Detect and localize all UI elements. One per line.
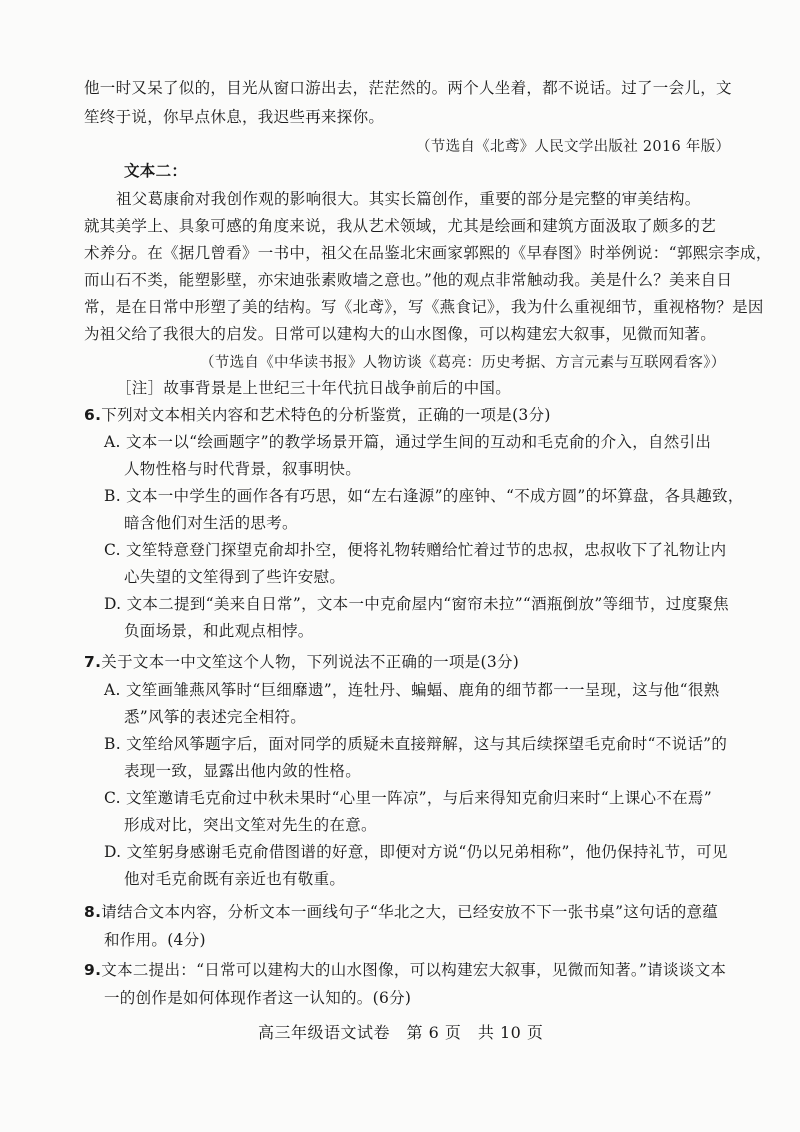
q6-option-d: D. 文本二提到“美来自日常”，文本一中克俞屋内“窗帘未拉”“酒瓶倒放”等细节，过度聚焦 [104, 595, 729, 613]
q7-option-b: B. 文笙给风筝题字后，面对同学的质疑未直接辩解，这与其后续探望毛克俞时“不说话”的 [104, 735, 728, 753]
question-6-stem [84, 404, 551, 426]
text2-source: （节选自《中华读书报》人物访谈《葛亮：历史考据、方言元素与互联网看客》） [200, 355, 726, 371]
q7-option-a: A. 文笙画雏燕风筝时“巨细靡遗”，连牡丹、蝙蝠、鹿角的细节都一一呈现，这与他“很熟 [104, 681, 720, 699]
q6-option-a-cont: 人物性格与时代背景，叙事明快。 [124, 460, 362, 478]
question-8-stem-cont: 和作用。(4分) [104, 931, 206, 949]
q7-option-d-cont: 他对毛克俞既有亲近也有敬重。 [124, 870, 346, 888]
text1-closing-line-1: 他一时又呆了似的，目光从窗口游出去，茫茫然的。两个人坐着，都不说话。过了一会儿，文 [84, 79, 732, 97]
q6-option-b: B. 文本一中学生的画作各有巧思，如“左右逢源”的座钟、“不成方圆”的坏算盘，各具趣致， [104, 487, 744, 505]
q6-option-a: A. 文本一以“绘画题字”的教学场景开篇，通过学生间的互动和毛克俞的介入，自然引出 [104, 433, 712, 451]
question-stem-text: 请结合文本内容，分析文本一画线句子“华北之大，已经安放不下一张书桌”这句话的意蕴 [101, 903, 719, 921]
question-number: 9. [84, 961, 102, 979]
q7-option-d: D. 文笙躬身感谢毛克俞借图谱的好意，即便对方说“仍以兄弟相称”，他仍保持礼节，可见 [104, 843, 728, 861]
question-number: 8. [84, 903, 102, 921]
question-9-stem [84, 959, 726, 981]
question-stem-text: 关于文本一中文笙这个人物，下列说法不正确的一项是(3分) [101, 653, 520, 671]
text2-note: ［注］故事背景是上世纪三十年代抗日战争前后的中国。 [116, 379, 512, 397]
text2-heading: 文本二： [124, 161, 188, 180]
question-stem-text: 文本二提出：“日常可以建构大的山水图像，可以构建宏大叙事，见微而知著。”请谈谈文本 [101, 961, 727, 979]
q7-option-c: C. 文笙邀请毛克俞过中秋未果时“心里一阵凉”，与后来得知克俞归来时“上课心不在焉” [104, 789, 712, 807]
text2-line: 为祖父给了我很大的启发。日常可以建构大的山水图像，可以构建宏大叙事，见微而知著。 [84, 325, 717, 343]
q7-option-c-cont: 形成对比，突出文笙对先生的在意。 [124, 816, 377, 834]
q6-option-d-cont: 负面场景，和此观点相悖。 [124, 622, 314, 640]
text2-line: 祖父葛康俞对我创作观的影响很大。其实长篇创作，重要的部分是完整的审美结构。 [116, 190, 701, 208]
q6-option-b-cont: 暗含他们对生活的思考。 [124, 514, 298, 532]
question-8-stem [84, 901, 718, 923]
question-9-stem-cont: 一的创作是如何体现作者这一认知的。(6分) [104, 989, 412, 1007]
question-number: 7. [84, 653, 102, 671]
question-stem-text: 下列对文本相关内容和艺术特色的分析鉴赏，正确的一项是(3分) [101, 406, 551, 424]
text2-line: 就其美学上、具象可感的角度来说，我从艺术领域，尤其是绘画和建筑方面汲取了颇多的艺 [84, 217, 717, 235]
text2-line: 而山石不类，能塑影壁，亦宋迪张素败墙之意也。”他的观点非常触动我。美是什么？美来自日 [84, 271, 733, 289]
q7-option-a-cont: 悉”风筝的表述完全相符。 [124, 708, 307, 726]
question-number: 6. [84, 406, 102, 424]
q6-option-c-cont: 心失望的文笙得到了些许安慰。 [124, 568, 346, 586]
text2-line: 常，是在日常中形塑了美的结构。写《北鸢》，写《燕食记》，我为什么重视细节，重视格物？是因 [84, 298, 764, 316]
text1-closing-line-2: 笙终于说，你早点休息，我迟些再来探你。 [84, 108, 385, 126]
q7-option-b-cont: 表现一致，显露出他内敛的性格。 [124, 762, 362, 780]
text2-line: 术养分。在《据几曾看》一书中，祖父在品鉴北宋画家郭熙的《早春图》时举例说：“郭熙宗李成， [84, 244, 772, 262]
q6-option-c: C. 文笙特意登门探望克俞却扑空，便将礼物转赠给忙着过节的忠叔，忠叔收下了礼物让内 [104, 541, 727, 559]
page-footer: 高三年级语文试卷 第 6 页 共 10 页 [258, 1023, 544, 1042]
text1-source: （节选自《北鸢》人民文学出版社 2016 年版） [416, 139, 731, 155]
question-7-stem [84, 651, 519, 673]
